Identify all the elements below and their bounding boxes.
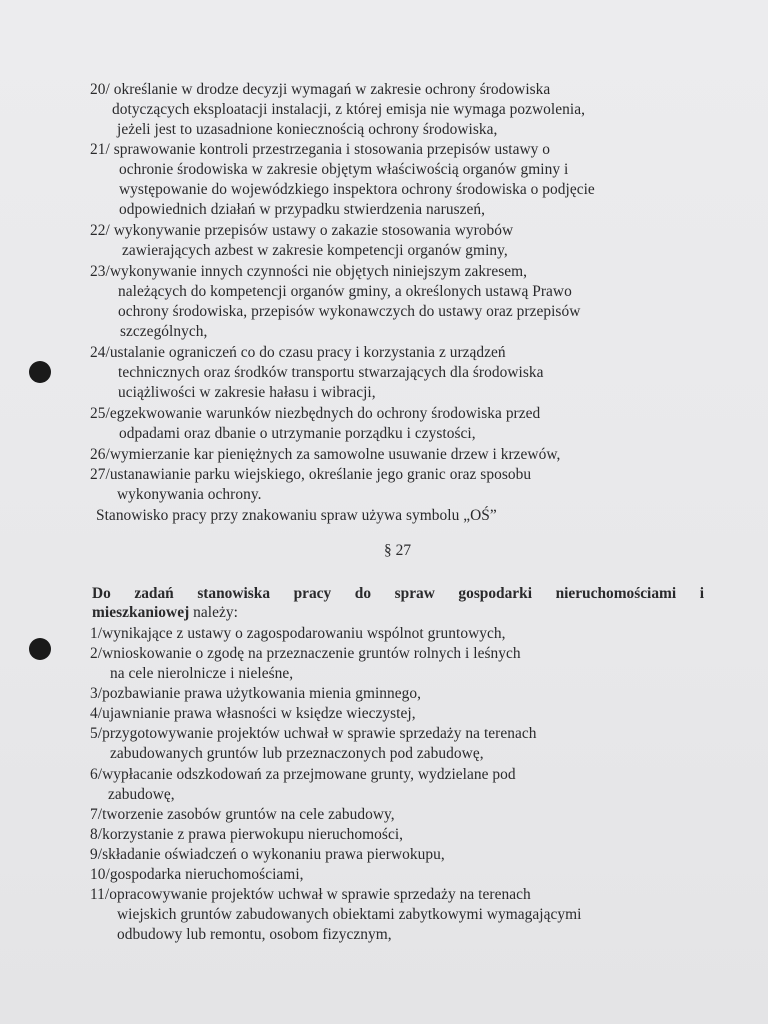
list-item-21-cont: odpowiednich działań w przypadku stwierdzenia naruszeń, (119, 201, 486, 218)
list-item-24-cont: uciążliwości w zakresie hałasu i wibracji, (118, 384, 376, 401)
list-item-10: 10/gospodarka nieruchomościami, (90, 866, 304, 883)
list-item-25: 25/egzekwowanie warunków niezbędnych do ochrony środowiska przed (90, 405, 541, 422)
list-item-25-cont: odpadami oraz dbanie o utrzymanie porządku i czystości, (119, 425, 476, 442)
heading-word: do (354, 585, 372, 602)
list-item-24-cont: technicznych oraz środków transportu stwarzających dla środowiska (118, 364, 544, 381)
heading-word: pracy (293, 585, 332, 602)
punch-hole-bottom (29, 638, 51, 660)
section-heading-line-1 (92, 584, 704, 603)
list-item-11-cont: odbudowy lub remontu, osobom fizycznym, (117, 926, 392, 943)
list-item-3: 3/pozbawianie prawa użytkowania mienia gminnego, (90, 685, 422, 702)
list-item-2-cont: na cele nierolnicze i nieleśne, (110, 665, 294, 682)
heading-word: Do (92, 585, 111, 602)
heading-word: stanowiska (197, 585, 271, 602)
list-item-11-cont: wiejskich gruntów zabudowanych obiektami zabytkowymi wymagającymi (117, 906, 582, 923)
list-item-4: 4/ujawnianie prawa własności w księdze wieczystej, (90, 705, 416, 722)
list-item-7: 7/tworzenie zasobów gruntów na cele zabudowy, (90, 806, 395, 823)
list-item-21-cont: występowanie do wojewódzkiego inspektora ochrony środowiska o podjęcie (119, 181, 595, 198)
list-item-26: 26/wymierzanie kar pieniężnych za samowolne usuwanie drzew i krzewów, (90, 446, 561, 463)
heading-word: zadań (134, 585, 174, 602)
list-item-22: 22/ wykonywanie przepisów ustawy o zakazie stosowania wyrobów (90, 222, 514, 239)
list-item-22-cont: zawierających azbest w zakresie kompetencji organów gminy, (122, 242, 508, 259)
list-item-8: 8/korzystanie z prawa pierwokupu nieruchomości, (90, 826, 404, 843)
list-item-27-cont: wykonywania ochrony. (117, 486, 262, 503)
heading-word: i (699, 585, 704, 602)
list-item-11: 11/opracowywanie projektów uchwał w sprawie sprzedaży na terenach (90, 886, 531, 903)
list-item-6: 6/wypłacanie odszkodowań za przejmowane grunty, wydzielane pod (90, 766, 516, 783)
list-item-23-cont: należących do kompetencji organów gminy, a określonych ustawą Prawo (118, 283, 572, 300)
list-item-23-cont: ochrony środowiska, przepisów wykonawczych do ustawy oraz przepisów (118, 303, 581, 320)
list-item-27: 27/ustanawianie parku wiejskiego, określanie jego granic oraz sposobu (90, 466, 532, 483)
section-heading-line-2 (92, 603, 238, 622)
list-item-23: 23/wykonywanie innych czynności nie objętych niniejszym zakresem, (90, 263, 528, 280)
symbol-note: Stanowisko pracy przy znakowaniu spraw używa symbolu „OŚ” (96, 507, 497, 524)
list-item-2: 2/wnioskowanie o zgodę na przeznaczenie gruntów rolnych i leśnych (90, 645, 521, 662)
list-item-24: 24/ustalanie ograniczeń co do czasu pracy i korzystania z urządzeń (90, 344, 506, 361)
heading-word: gospodarki (458, 585, 532, 602)
list-item-20-cont: jeżeli jest to uzasadnione koniecznością ochrony środowiska, (117, 121, 498, 138)
heading-word: nieruchomościami (555, 585, 677, 602)
list-item-21: 21/ sprawowanie kontroli przestrzegania i stosowania przepisów ustawy o (90, 141, 551, 158)
list-item-5-cont: zabudowanych gruntów lub przeznaczonych pod zabudowę, (110, 745, 484, 762)
section-heading-suffix: należy: (189, 604, 238, 621)
heading-word: spraw (394, 585, 435, 602)
punch-hole-top (29, 361, 51, 383)
list-item-23-cont: szczególnych, (120, 323, 208, 340)
list-item-5: 5/przygotowywanie projektów uchwał w sprawie sprzedaży na terenach (90, 725, 537, 742)
section-heading-bold: mieszkaniowej (92, 604, 190, 621)
list-item-1: 1/wynikające z ustawy o zagospodarowaniu wspólnot gruntowych, (90, 625, 506, 642)
list-item-6-cont: zabudowę, (108, 786, 175, 803)
section-number: § 27 (384, 542, 412, 559)
list-item-21-cont: ochronie środowiska w zakresie objętym właściwością organów gminy i (119, 161, 569, 178)
list-item-9: 9/składanie oświadczeń o wykonaniu prawa pierwokupu, (90, 846, 445, 863)
list-item-20: 20/ określanie w drodze decyzji wymagań w zakresie ochrony środowiska (90, 81, 551, 98)
list-item-20-cont: dotyczących eksploatacji instalacji, z której emisja nie wymaga pozwolenia, (112, 101, 585, 118)
